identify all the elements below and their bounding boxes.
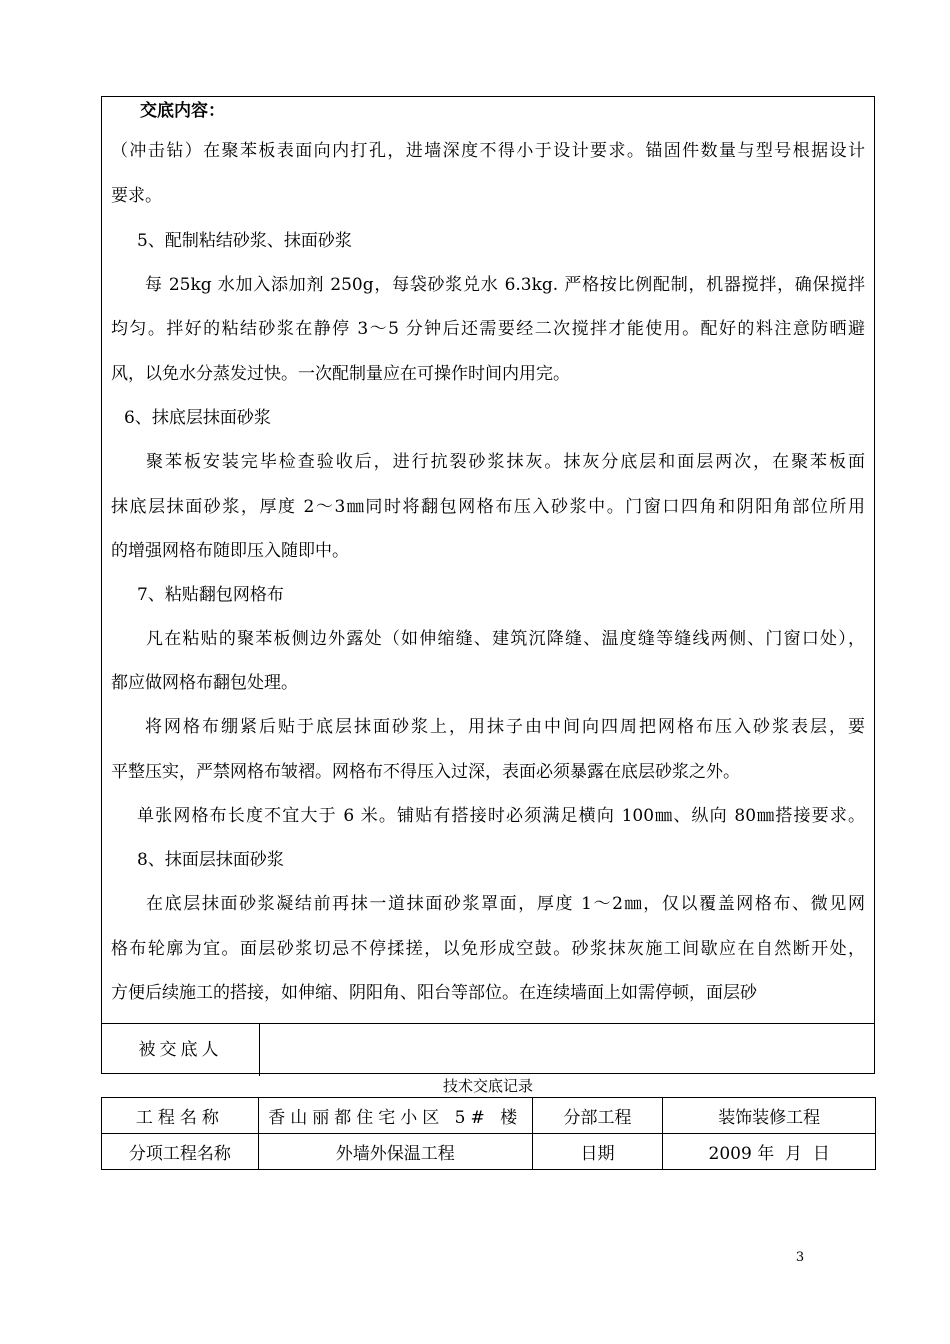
table-row [102,1098,876,1134]
section-heading: 7、粘贴翻包网格布 [137,585,284,605]
subitem-value: 外墙外保温工程 [258,1134,532,1170]
paragraph-line: 单张网格布长度不宜大于 6 米。铺贴有搭接时必须满足横向 100㎜、纵向 80㎜搭接要求。 [137,806,865,826]
paragraph-line: 风，以免水分蒸发过快。一次配制量应在可操作时间内用完。 [111,364,570,384]
table-caption: 技术交底记录 [442,1077,533,1095]
content-label: 交底内容： [140,101,225,121]
recipient-value [260,1024,874,1076]
paragraph-line: （冲击钻）在聚苯板表面向内打孔，进墙深度不得小于设计要求。锚固件数量与型号根据设计 [111,141,865,161]
paragraph-line: 方便后续施工的搭接，如伸缩、阴阳角、阳台等部位。在连续墙面上如需停顿，面层砂 [111,983,757,1003]
paragraph-line: 在底层抹面砂浆凝结前再抹一道抹面砂浆罩面，厚度 1～2㎜，仅以覆盖网格布、微见网 [146,894,865,914]
section-heading: 6、抹底层抹面砂浆 [124,408,271,428]
project-info-table [101,1097,876,1170]
section-heading: 5、配制粘结砂浆、抹面砂浆 [137,231,352,251]
division-label: 分部工程 [532,1098,663,1134]
date-value: 2009 年 月 日 [663,1134,876,1170]
paragraph-line: 聚苯板安装完毕检查验收后，进行抗裂砂浆抹灰。抹灰分底层和面层两次，在聚苯板面 [146,452,865,472]
date-label: 日期 [532,1134,663,1170]
paragraph-line: 都应做网格布翻包处理。 [111,673,298,693]
paragraph-line: 均匀。拌好的粘结砂浆在静停 3～5 分钟后还需要经二次搅拌才能使用。配好的料注意防晒避 [111,319,865,339]
recipient-label: 被交底人 [102,1024,260,1076]
project-name-label: 工程名称 [102,1098,259,1134]
section-heading: 8、抹面层抹面砂浆 [137,850,284,870]
content-area [102,97,874,1023]
project-name-value: 香山丽都住宅小区 5# 楼 [258,1098,532,1134]
paragraph-line: 平整压实，严禁网格布皱褶。网格布不得压入过深，表面必须暴露在底层砂浆之外。 [111,762,740,782]
subitem-label: 分项工程名称 [102,1134,259,1170]
recipient-row [102,1023,874,1076]
table-row [102,1134,876,1170]
disclosure-content-box [101,96,875,1074]
paragraph-line: 的增强网格布随即压入随即中。 [111,541,349,561]
paragraph-line: 要求。 [111,186,162,206]
paragraph-line: 凡在粘贴的聚苯板侧边外露处（如伸缩缝、建筑沉降缝、温度缝等缝线两侧、门窗口处）， [146,629,865,649]
paragraph-line: 每 25kg 水加入添加剂 250g，每袋砂浆兑水 6.3kg. 严格按比例配制，机器搅拌，确保搅拌 [145,275,865,295]
paragraph-line: 将网格布绷紧后贴于底层抹面砂浆上，用抹子由中间向四周把网格布压入砂浆表层，要 [145,717,865,737]
page-number: 3 [795,1250,805,1265]
division-value: 装饰装修工程 [663,1098,876,1134]
paragraph-line: 抹底层抹面砂浆，厚度 2～3㎜同时将翻包网格布压入砂浆中。门窗口四角和阴阳角部位所用 [111,497,865,517]
paragraph-line: 格布轮廓为宜。面层砂浆切忌不停揉搓，以免形成空鼓。砂浆抹灰施工间歇应在自然断开处， [111,939,865,959]
